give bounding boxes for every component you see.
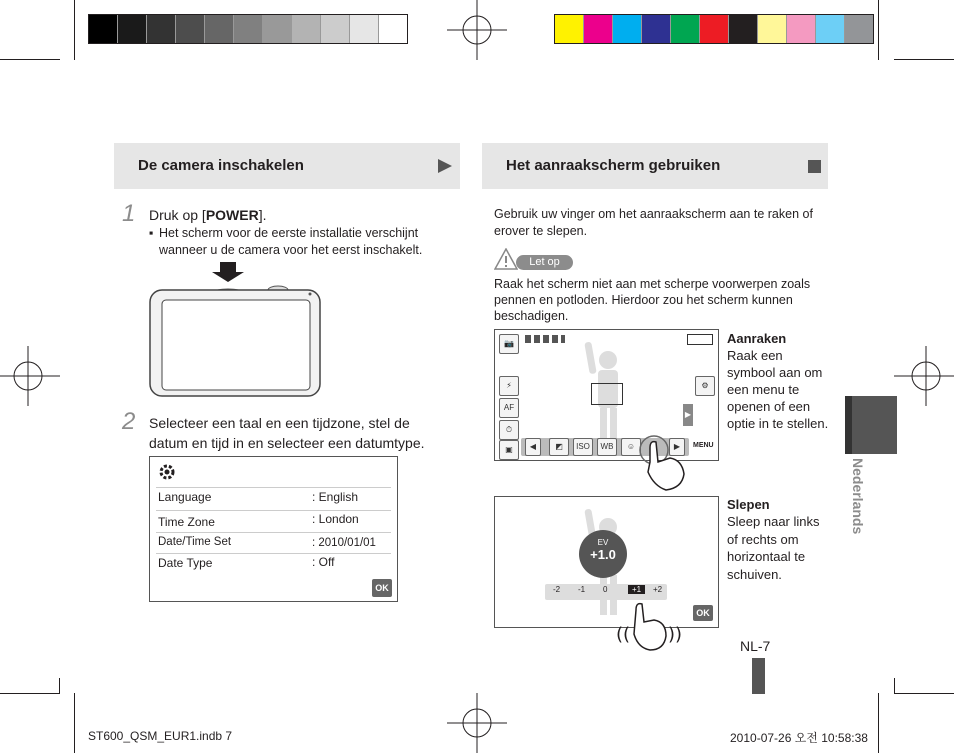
ev-scale-tick: +2 — [653, 585, 663, 594]
white-balance-icon[interactable]: WB — [597, 438, 617, 456]
display-icon[interactable]: ▣ — [499, 440, 519, 460]
timer-icon[interactable]: ⏱ — [499, 420, 519, 440]
ev-icon[interactable]: ◩ — [549, 438, 569, 456]
ok-button[interactable]: OK — [693, 605, 713, 621]
gray-swatch-8 — [321, 15, 350, 43]
section-header-touchscreen — [482, 143, 828, 189]
gray-swatch-6 — [263, 15, 292, 43]
color-swatch-8 — [787, 15, 816, 43]
scroll-right-icon[interactable]: ▶ — [669, 438, 685, 456]
autofocus-icon[interactable]: AF — [499, 398, 519, 418]
section-title: De camera inschakelen — [138, 157, 304, 174]
color-swatch-4 — [671, 15, 700, 43]
caution-icon — [494, 248, 518, 270]
settings-icon[interactable]: ⚙ — [695, 376, 715, 396]
registration-mark-left — [0, 346, 60, 406]
ev-scale-tick: -1 — [578, 585, 586, 594]
square-end-icon — [808, 160, 821, 173]
menu-row-language[interactable]: Language : English — [156, 487, 391, 511]
side-tab-accent — [845, 396, 897, 454]
touch-title: Aanraken — [727, 331, 787, 346]
grayscale-swatch-bar — [88, 14, 408, 44]
side-tab-strip — [845, 396, 852, 454]
battery-icon — [687, 334, 713, 345]
menu-row-date-type[interactable]: Date Type : Off — [158, 555, 335, 570]
section-header-camera-on — [114, 143, 460, 189]
registration-mark-bottom — [447, 693, 507, 753]
footer-file-info: ST600_QSM_EUR1.indb 7 — [88, 729, 233, 743]
ev-indicator: EV +1.0 — [579, 530, 627, 578]
side-panel-arrow-icon[interactable]: ▶ — [683, 404, 693, 426]
svg-text:((: (( — [616, 624, 631, 645]
color-swatch-7 — [758, 15, 787, 43]
page-number: NL-7 — [740, 638, 771, 654]
ev-scale-tick: +1 — [628, 585, 645, 594]
ev-scale-slider[interactable] — [545, 584, 667, 600]
focus-frame — [591, 383, 623, 405]
gray-swatch-2 — [147, 15, 176, 43]
section-title: Het aanraakscherm gebruiken — [506, 157, 721, 174]
color-swatch-2 — [613, 15, 642, 43]
setup-menu-screen — [149, 456, 398, 602]
registration-mark-top — [447, 0, 507, 60]
status-icons — [525, 335, 565, 343]
finger-tap-icon — [636, 432, 692, 492]
gray-swatch-9 — [350, 15, 379, 43]
camera-mode-icon[interactable]: 📷 — [499, 334, 519, 354]
intro-text: Gebruik uw vinger om het aanraakscherm aan te raken of erover te slepen. — [494, 207, 813, 238]
ev-scale-tick: -2 — [553, 585, 561, 594]
side-tab-label: Nederlands — [850, 458, 866, 535]
camera-illustration — [148, 262, 324, 402]
gray-swatch-4 — [205, 15, 234, 43]
registration-mark-right — [894, 346, 954, 406]
gray-swatch-7 — [292, 15, 321, 43]
color-swatch-3 — [642, 15, 671, 43]
menu-row-time-zone[interactable]: Time Zone : London — [156, 510, 391, 533]
step-number-1: 1 — [122, 200, 136, 227]
scroll-left-icon[interactable]: ◀ — [525, 438, 541, 456]
footer-timestamp: 2010-07-26 오전 10:58:38 — [730, 731, 868, 745]
gray-swatch-3 — [176, 15, 205, 43]
drag-title: Slepen — [727, 497, 770, 512]
ok-button[interactable]: OK — [372, 579, 392, 597]
gray-swatch-0 — [89, 15, 118, 43]
menu-button[interactable]: MENU — [693, 442, 714, 449]
color-swatch-0 — [555, 15, 584, 43]
iso-icon[interactable]: ISO — [573, 438, 593, 456]
drag-text: Sleep naar links of rechts om horizontaal te schuiven. — [727, 514, 820, 582]
step1-text: Druk op [POWER]. — [149, 207, 267, 223]
note-badge: Let op — [516, 255, 573, 270]
color-swatch-5 — [700, 15, 729, 43]
color-swatch-9 — [816, 15, 845, 43]
finger-swipe-icon — [616, 600, 688, 652]
svg-text:)): )) — [668, 624, 683, 645]
face-detect-icon[interactable]: ☺ — [621, 438, 641, 456]
step-number-2: 2 — [122, 408, 136, 435]
color-swatch-6 — [729, 15, 758, 43]
step2-text: Selecteer een taal en een tijdzone, stel de datum en tijd in en selecteer een datumtype. — [149, 415, 425, 451]
page-number-bar — [752, 658, 765, 694]
color-swatch-1 — [584, 15, 613, 43]
gray-swatch-10 — [379, 15, 407, 43]
touch-text: Raak een symbool aan om een menu te openen of een optie in te stellen. — [727, 348, 829, 431]
flash-icon[interactable]: ⚡ — [499, 376, 519, 396]
triangle-right-icon — [438, 159, 452, 173]
menu-row-date-time-set[interactable]: Date/Time Set : 2010/01/01 — [156, 533, 391, 554]
ev-scale-tick: 0 — [603, 585, 608, 594]
gray-swatch-5 — [234, 15, 263, 43]
step1-bullet: ▪ Het scherm voor de eerste installatie verschijnt wanneer u de camera voor het eerst inschakelt. — [149, 226, 423, 257]
color-swatch-10 — [845, 15, 873, 43]
note-text: Raak het scherm niet aan met scherpe voorwerpen zoals pennen en potloden. Hierdoor zou het scherm kunnen beschadigen. — [494, 277, 811, 323]
gear-icon — [158, 463, 176, 481]
gray-swatch-1 — [118, 15, 147, 43]
color-swatch-bar — [554, 14, 874, 44]
